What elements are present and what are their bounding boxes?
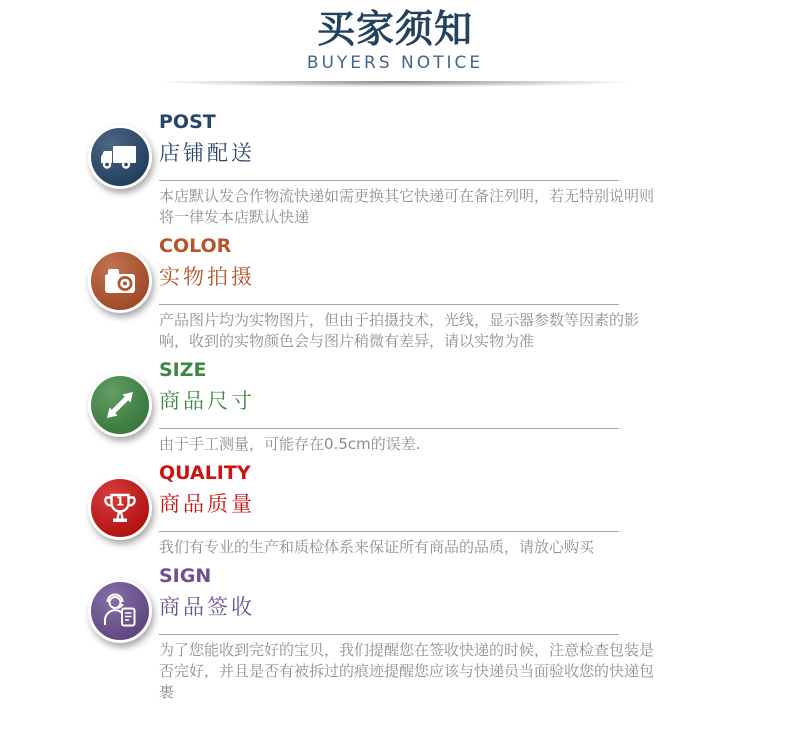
section-description: 为了您能收到完好的宝贝，我们提醒您在签收快递的时候，注意检查包装是否完好，并且是否有被拆过的痕迹提醒您应该与快递员当面验收您的快递包裹 — [159, 641, 655, 701]
section-divider — [159, 304, 619, 305]
section-description: 产品图片均为实物图片，但由于拍摄技术，光线，显示器参数等因素的影响，收到的实物颜色会与图片稍微有差异，请以实物为准 — [159, 311, 640, 350]
section-title-zh: 商品尺寸 — [159, 389, 255, 413]
section-size-content — [159, 359, 656, 455]
truck-icon — [88, 125, 152, 189]
section-quality-content — [159, 462, 656, 558]
svg-text:1: 1 — [115, 494, 125, 509]
section-sign — [88, 565, 790, 703]
section-color-content — [159, 235, 656, 352]
section-description: 本店默认发合作物流快递如需更换其它快递可在备注列明，若无特别说明则将一律发本店默认快递 — [159, 187, 655, 226]
section-post-content — [159, 111, 656, 228]
section-title-en: SIGN — [159, 565, 212, 587]
section-quality — [88, 462, 790, 558]
section-divider — [159, 531, 619, 532]
camera-icon — [88, 249, 152, 313]
section-title-en: SIZE — [159, 359, 207, 381]
section-title-en: QUALITY — [159, 462, 251, 484]
section-title-en: COLOR — [159, 235, 232, 257]
section-title-zh: 商品签收 — [159, 595, 255, 619]
section-title-en: POST — [159, 111, 216, 133]
person-receipt-icon — [88, 579, 152, 643]
trophy-icon — [88, 476, 152, 540]
section-size — [88, 359, 790, 455]
section-divider — [159, 428, 619, 429]
notice-sections — [0, 89, 790, 703]
section-title-zh: 实物拍摄 — [159, 265, 255, 289]
section-color — [88, 235, 790, 352]
section-title-zh: 店铺配送 — [159, 141, 255, 165]
section-divider — [159, 634, 619, 635]
section-sign-content — [159, 565, 656, 703]
page-subtitle: BUYERS NOTICE — [306, 53, 484, 73]
page-title: 买家须知 — [316, 7, 473, 51]
resize-arrow-icon — [88, 373, 152, 437]
header-shadow-divider — [78, 81, 712, 89]
section-post — [88, 111, 790, 228]
section-description: 我们有专业的生产和质检体系来保证所有商品的品质，请放心购买 — [159, 538, 595, 556]
buyers-notice-header — [0, 0, 790, 89]
section-divider — [159, 180, 619, 181]
section-title-zh: 商品质量 — [159, 492, 255, 516]
section-description: 由于手工测量，可能存在0.5cm的误差. — [159, 435, 421, 453]
